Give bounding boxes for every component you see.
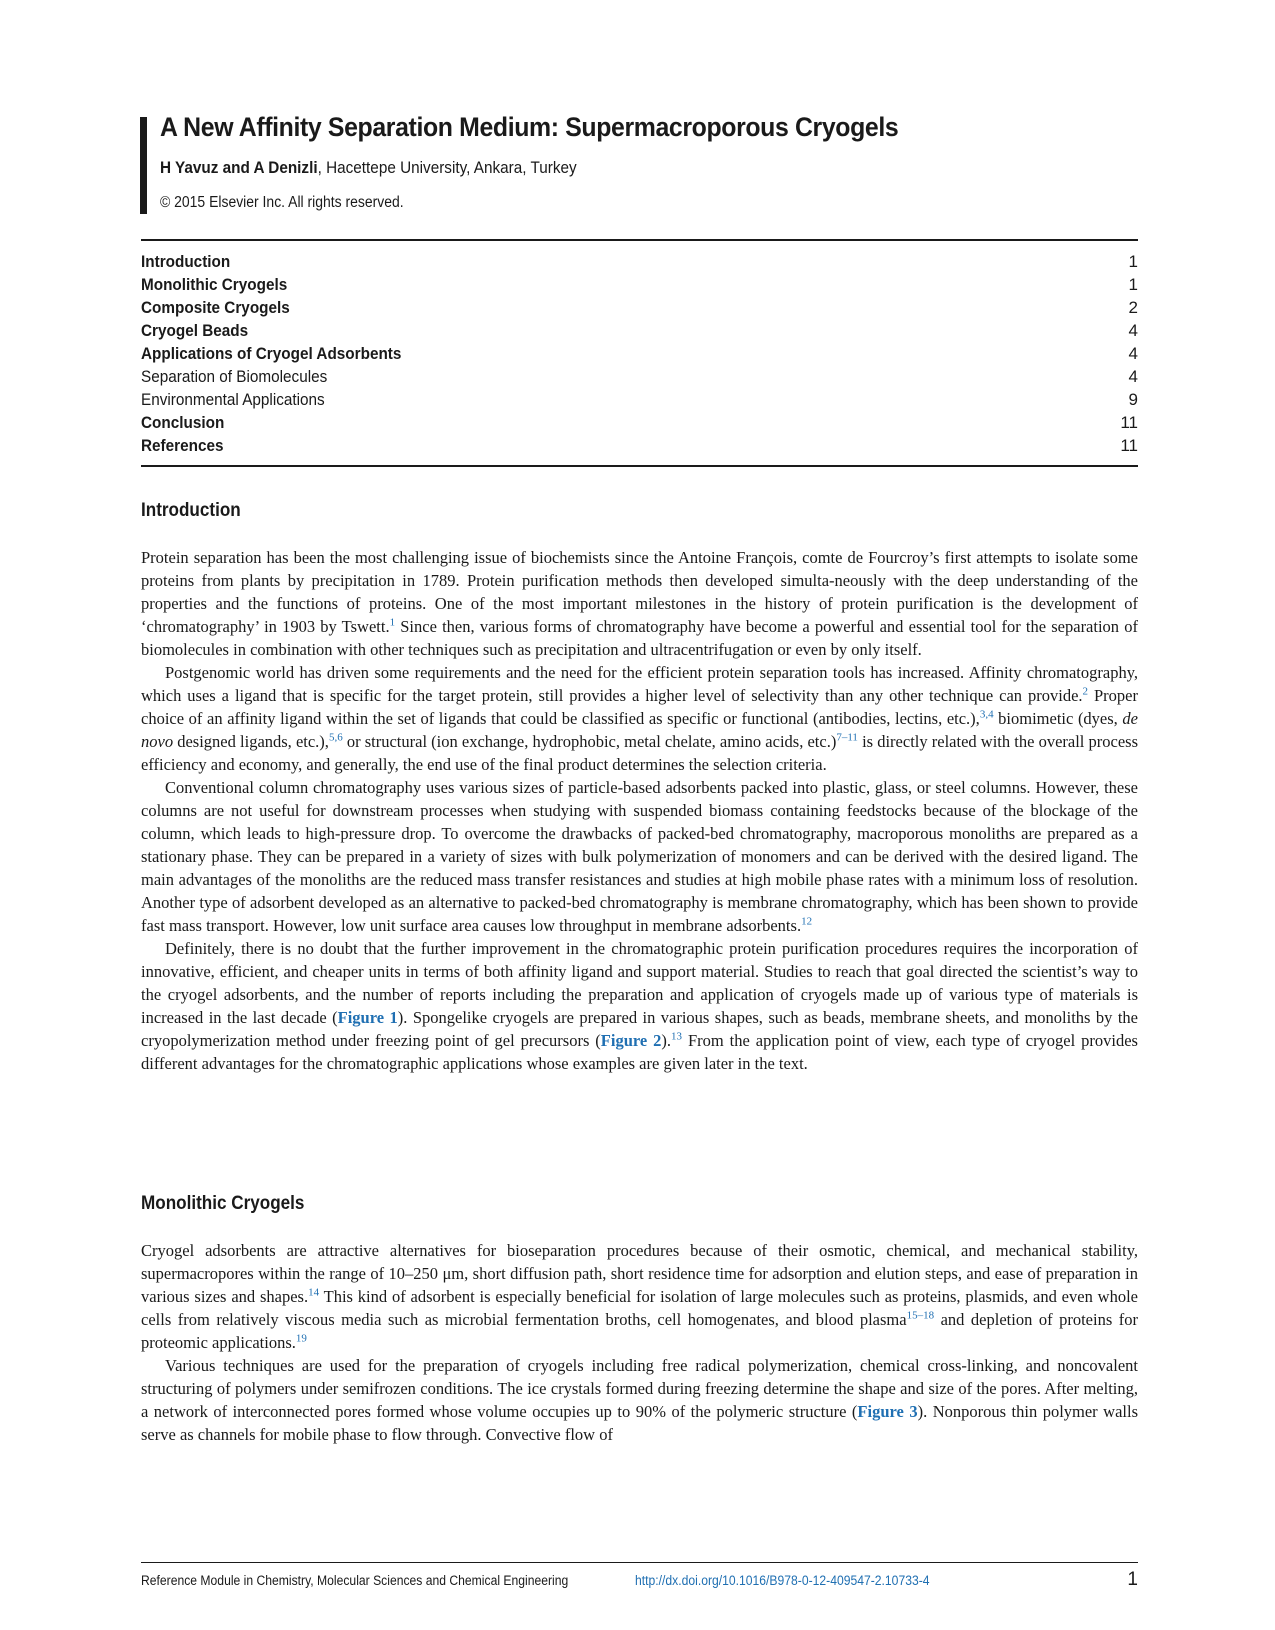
toc-item-composite-cryogels[interactable]: Composite Cryogels 2: [141, 298, 1138, 317]
citation-link[interactable]: 1: [389, 616, 396, 629]
footer-divider: [141, 1562, 1138, 1563]
citation-link[interactable]: 19: [295, 1332, 307, 1345]
title-accent-bar: [140, 117, 147, 214]
section-heading-introduction: Introduction: [141, 500, 241, 521]
toc-item-monolithic-cryogels[interactable]: Monolithic Cryogels 1: [141, 275, 1138, 294]
author-affiliation: , Hacettepe University, Ankara, Turkey: [317, 158, 577, 177]
figure-link[interactable]: Figure 3: [857, 1402, 918, 1421]
footer-doi-link[interactable]: http://dx.doi.org/10.1016/B978-0-12-409547-2.10733-4: [635, 1573, 930, 1588]
page-footer: [141, 1571, 1138, 1593]
citation-link[interactable]: 3,4: [979, 708, 994, 721]
introduction-body: [141, 546, 1138, 1075]
table-of-contents: [141, 239, 1138, 467]
author-line: [160, 158, 577, 178]
monolithic-body: [141, 1239, 1138, 1446]
author-names: H Yavuz and A Denizli: [160, 158, 318, 177]
citation-link[interactable]: 2: [1082, 685, 1089, 698]
citation-link[interactable]: 12: [801, 915, 813, 928]
article-title: A New Affinity Separation Medium: Supermacroporous Cryogels: [160, 112, 899, 142]
copyright-notice: © 2015 Elsevier Inc. All rights reserved.: [160, 194, 404, 211]
paragraph: Cryogel adsorbents are attractive alternatives for bioseparation procedures because of their osmotic, chemical, and mechanical stability, supermacropores within the range of 10–250 μm, short diffusion path, short residence time for adsorption and elution steps, and ease of preparation in various sizes and shapes.$^{14}$ This kind of adsorbent is especially beneficial for isolation of large molecules such as proteins, plasmids, and even whole cells from relatively viscous media such as microbial fermentation broths, cell homogenates, and blood plasma$^{15-18}$ and depletion of proteins for proteomic applications.$^{19}$: [141, 1241, 1138, 1352]
figure-link[interactable]: Figure 1: [337, 1008, 398, 1027]
paragraph: Protein separation has been the most challenging issue of biochemists since the Antoine François, comte de Fourcroy’s first attempts to isolate some proteins from plants by precipitation in 1789. Protein purification methods then developed simulta-neously with the deep understanding of the properties and the functions of proteins. One of the most important milestones in the history of protein purification is the development of ‘chromatography’ in 1903 by Tswett.$^1$ Since then, various forms of chromatography have become a powerful and essential tool for the separation of biomolecules in combination with other techniques such as precipitation and ultracentrifugation or even by only itself.: [141, 548, 1138, 659]
citation-link[interactable]: 15–18: [906, 1309, 935, 1322]
toc-item-separation-of-biomolecules[interactable]: Separation of Biomolecules 4: [141, 367, 1138, 386]
page-number: 1: [1127, 1569, 1138, 1590]
toc-item-environmental-applications[interactable]: Environmental Applications 9: [141, 390, 1138, 409]
footer-journal-name: Reference Module in Chemistry, Molecular Sciences and Chemical Engineering: [141, 1573, 569, 1588]
section-heading-monolithic-cryogels: Monolithic Cryogels: [141, 1193, 305, 1214]
title-block: [140, 110, 1140, 214]
toc-item-conclusion[interactable]: Conclusion 11: [141, 413, 1138, 432]
toc-item-introduction[interactable]: Introduction 1: [141, 252, 1138, 271]
paragraph: Definitely, there is no doubt that the further improvement in the chromatographic protein purification procedures requires the incorporation of innovative, efficient, and cheaper units in terms of both affinity ligand and support material. Studies to reach that goal directed the scientist’s way to the cryogel adsorbents, and the number of reports including the preparation and application of cryogels made up of various type of materials is increased in the last decade (Figure 1). Spongelike cryogels are prepared in various shapes, such as beads, membrane sheets, and monoliths by the cryopolymerization method under freezing point of gel precursors (Figure 2).$^{13}$ From the application point of view, each type of cryogel provides different advantages for the chromatographic applications whose examples are given later in the text.: [141, 939, 1138, 1073]
citation-link[interactable]: 13: [671, 1030, 683, 1043]
paragraph: Conventional column chromatography uses various sizes of particle-based adsorbents packed into plastic, glass, or steel columns. However, these columns are not useful for downstream processes when studying with suspended biomass containing feedstocks because of the blockage of the column, which leads to high-pressure drop. To overcome the drawbacks of packed-bed chromatography, macroporous monoliths are prepared as a stationary phase. They can be prepared in a variety of sizes with bulk polymerization of monomers and can be derived with the desired ligand. The main advantages of the monoliths are the reduced mass transfer resistances and studies at high mobile phase rates with a minimum loss of resolution. Another type of adsorbent developed as an alternative to packed-bed chromatography is membrane chromatography, which has been shown to provide fast mass transport. However, low unit surface area causes low throughput in membrane adsorbents.$^{12}$: [141, 778, 1138, 935]
figure-link[interactable]: Figure 2: [600, 1031, 662, 1050]
citation-link[interactable]: 14: [308, 1286, 320, 1299]
toc-item-cryogel-beads[interactable]: Cryogel Beads 4: [141, 321, 1138, 340]
paragraph: Postgenomic world has driven some requirements and the need for the efficient protein separation tools has increased. Affinity chromatography, which uses a ligand that is specific for the target protein, still provides a higher level of selectivity than any other technique can provide.$^2$ Proper choice of an affinity ligand within the set of ligands that could be classified as specific or functional (antibodies, lectins, etc.),$^{3,4}$ biomimetic (dyes, de novo designed ligands, etc.),$^{5,6}$ or structural (ion exchange, hydrophobic, metal chelate, amino acids, etc.)$^{7-11}$ is directly related with the overall process efficiency and economy, and generally, the end use of the final product determines the selection criteria.: [141, 663, 1139, 774]
citation-link[interactable]: 7–11: [836, 731, 858, 744]
paragraph: Various techniques are used for the preparation of cryogels including free radical polymerization, chemical cross-linking, and noncovalent structuring of polymers under semifrozen conditions. The ice crystals formed during freezing determine the shape and size of the pores. After melting, a network of interconnected pores formed whose volume occupies up to 90% of the polymeric structure (Figure 3). Nonporous thin polymer walls serve as channels for mobile phase to flow through. Convective flow of: [141, 1356, 1138, 1444]
toc-item-references[interactable]: References 11: [141, 436, 1138, 455]
citation-link[interactable]: 5,6: [328, 731, 343, 744]
toc-item-applications[interactable]: Applications of Cryogel Adsorbents 4: [141, 344, 1138, 363]
